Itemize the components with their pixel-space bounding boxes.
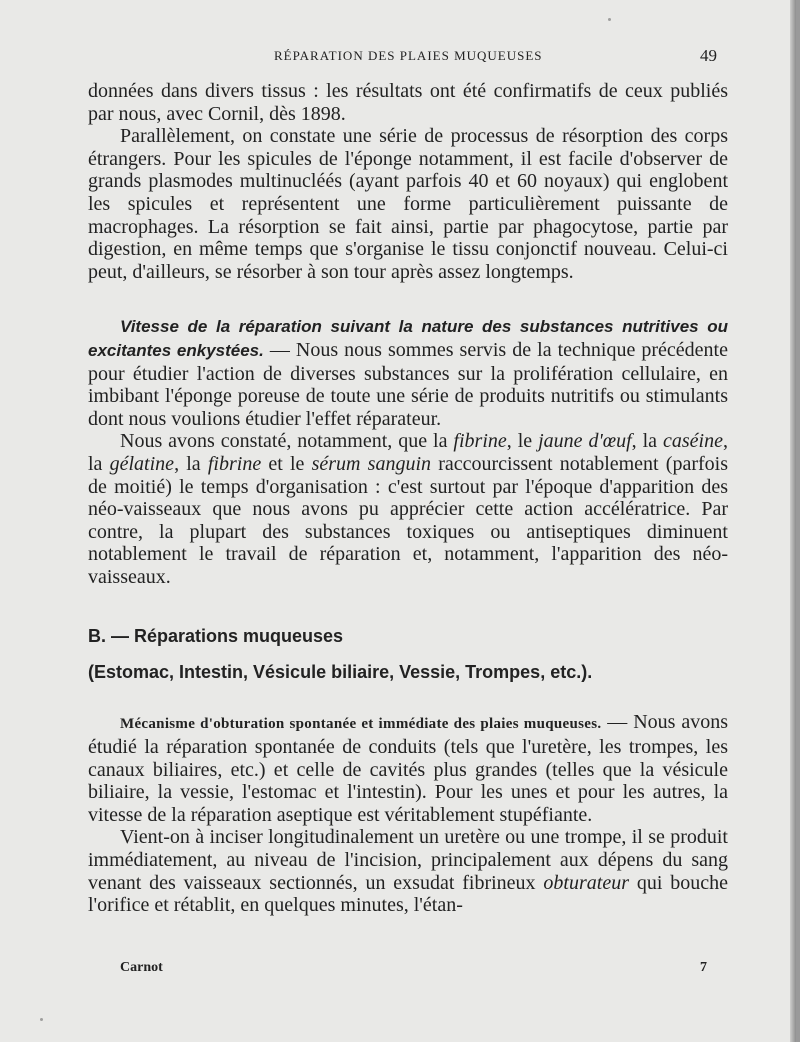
italic-term: jaune d'œuf <box>538 430 632 453</box>
running-header <box>0 48 796 68</box>
paper-speck <box>608 18 611 21</box>
paragraph-3 <box>88 315 728 430</box>
footer-author: Carnot <box>120 960 163 975</box>
signature-mark: 7 <box>700 960 707 975</box>
italic-term: obturateur <box>543 871 629 894</box>
paper-speck <box>40 1018 43 1021</box>
running-title: RÉPARATION DES PLAIES MUQUEUSES <box>274 48 543 63</box>
section-title: B. — Réparations muqueuses <box>88 626 344 647</box>
italic-term: gélatine <box>109 452 175 475</box>
italic-term: caséine <box>663 430 723 453</box>
paragraph-5 <box>88 711 728 826</box>
italic-term: fibrine <box>207 452 262 475</box>
text-run: , la <box>631 430 664 453</box>
paragraph-3-text: — Nous nous sommes servis de la technique précédente pour étudier l'action de diverses substances sur la prolifération cellulaire, en imbibant l'éponge poreuse de toute une série de produits nutritifs ou stimulants dont nous voulions étudier l'effet réparateur. <box>88 338 728 430</box>
text-run: qui bouche l'orifice et rétablit, en quelques minutes, l'étan- <box>88 871 728 917</box>
text-run: et le <box>261 452 312 475</box>
text-run: , la <box>88 430 728 475</box>
paragraph-1: données dans divers tissus : les résultats ont été confirmatifs de ceux publiés par nous, avec Cornil, dès 1898. <box>88 80 728 125</box>
paragraph-6 <box>88 826 728 916</box>
section-subtitle: (Estomac, Intestin, Vésicule biliaire, Vessie, Trompes, etc.). <box>88 662 593 683</box>
text-run: Vient-on à inciser longitudinalement un uretère ou une trompe, il se produit immédiatement, au niveau de l'incision, principalement aux dépens du sang venant des vaisseaux sectionnés, un exsudat fibrineux <box>88 826 728 894</box>
italic-term: sérum sanguin <box>311 452 432 475</box>
page-edge-shadow <box>790 0 796 1042</box>
page-body <box>88 80 728 917</box>
text-run: , la <box>174 452 208 475</box>
paragraph-2: Parallèlement, on constate une série de processus de résorption des corps étrangers. Pour les spicules de l'éponge notamment, il est facile d'observer de grands plasmodes multinucléés (ayant parfois 40 et 60 noyaux) qui englobent les spicules et représentent une forme particulièrement puissante de macrophages. La résorption se fait ainsi, partie par phagocytose, partie par digestion, en même temps que s'organise le tissu conjonctif nouveau. Celui-ci peut, d'ailleurs, se résorber à son tour après assez longtemps. <box>88 125 728 283</box>
run-in-heading-vitesse: Vitesse de la réparation suivant la nature des substances nutritives ou excitantes enkystées. <box>88 317 728 360</box>
text-run: raccourcissent notablement (parfois de moitié) le temps d'organisation : c'est surtout par l'époque d'apparition des néo-vaisseaux que nous avons pu apprécier cette action accélératrice. Par contre, la plupart des substances toxiques ou antiseptiques diminuent notablement le travail de réparation et, notamment, l'apparition des néo-vaisseaux. <box>88 452 728 588</box>
text-run: Nous avons constaté, notamment, que la <box>120 430 454 453</box>
italic-term: fibrine <box>453 430 507 453</box>
page-footer <box>0 960 796 978</box>
text-run: , le <box>506 430 539 453</box>
page-number: 49 <box>700 46 717 65</box>
paragraph-4 <box>88 430 728 588</box>
run-in-heading-mecanisme: Mécanisme d'obturation spontanée et immédiate des plaies muqueuses. <box>120 716 602 733</box>
paragraph-5-text: — Nous avons étudié la réparation spontanée de conduits (tels que l'uretère, les trompes, les canaux biliaires, etc.) et celle de cavités plus grandes (telles que la vésicule biliaire, la vessie, l'estomac et l'intestin). Pour les unes et pour les autres, la vitesse de la réparation aseptique est véritablement stupéfiante. <box>88 711 728 826</box>
